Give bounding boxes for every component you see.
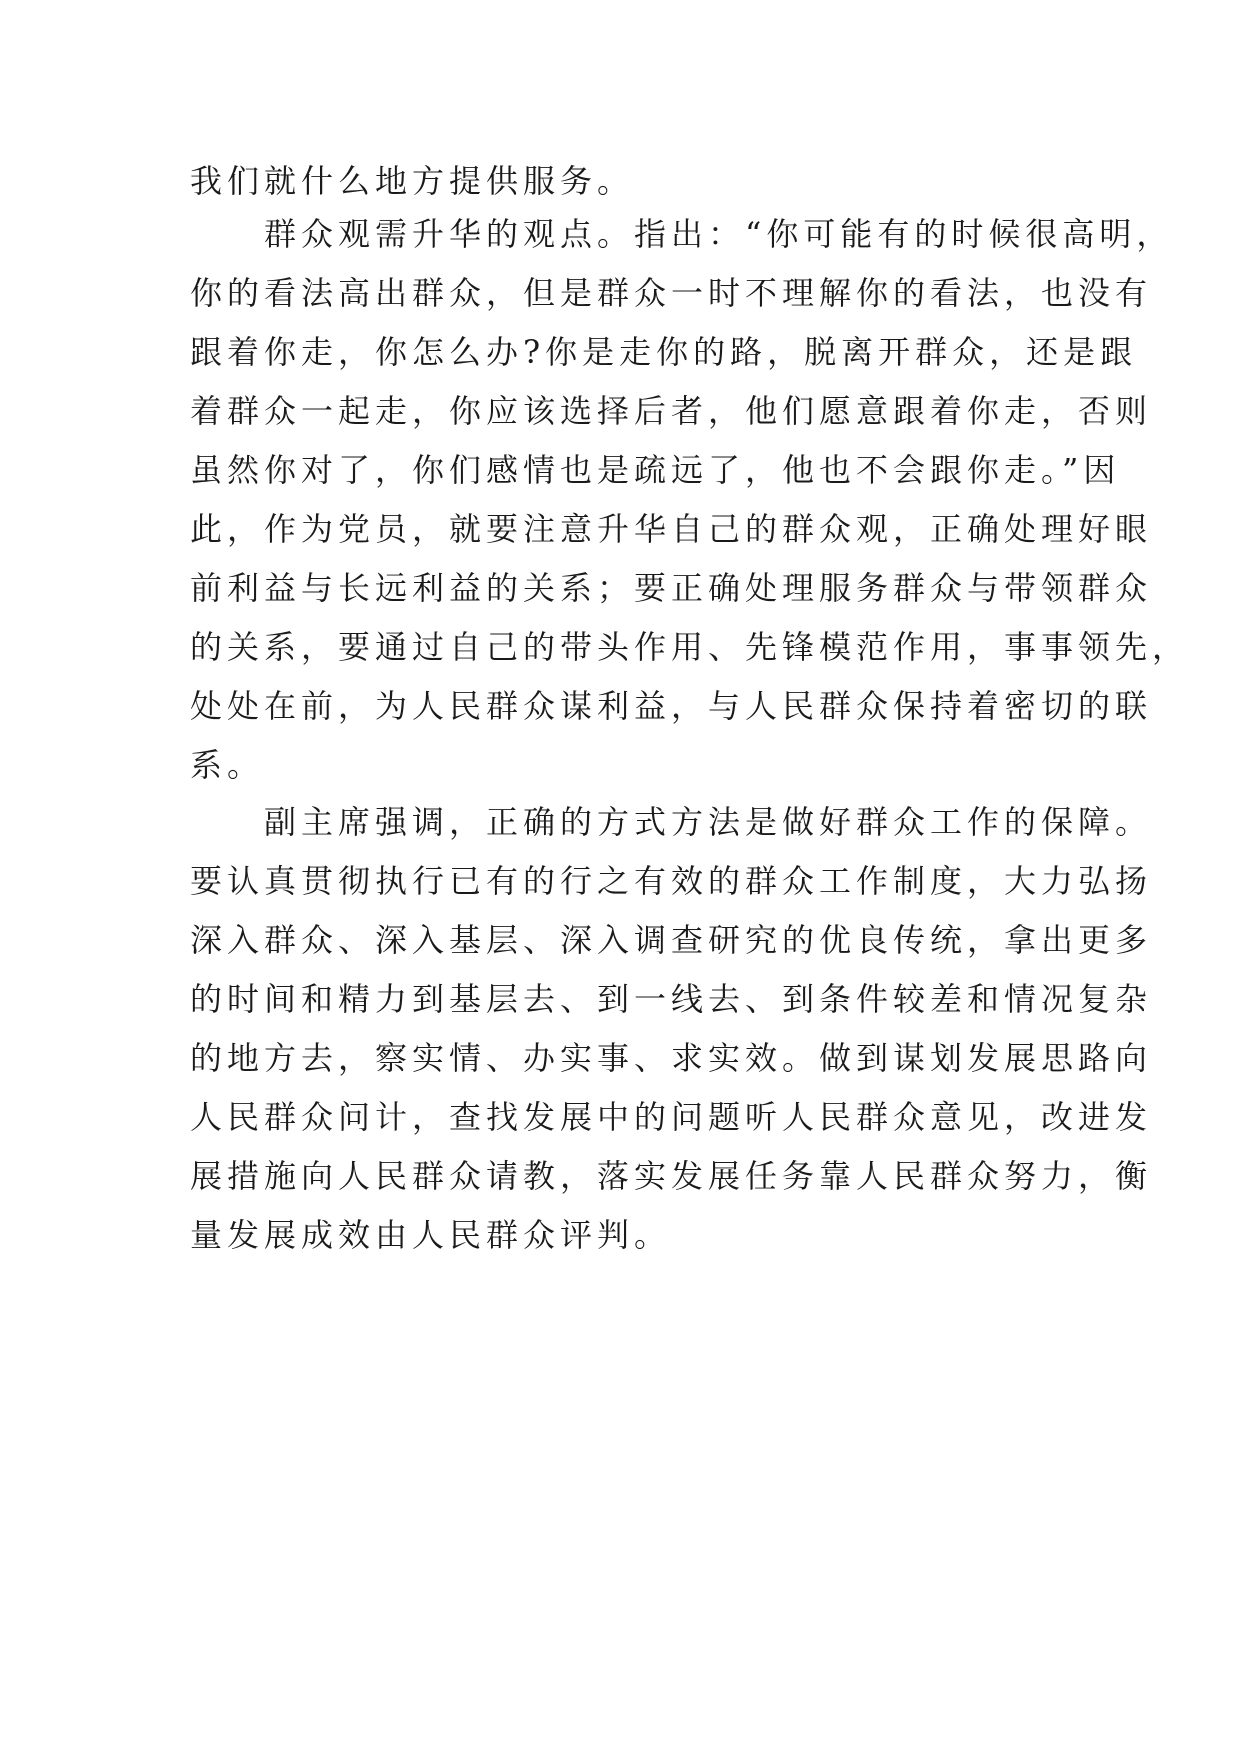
paragraph-line: 跟着你走，你怎么办?你是走你的路，脱离开群众，还是跟 (190, 333, 1138, 371)
paragraph-line: 群众观需升华的观点。指出：“你可能有的时候很高明， (264, 215, 1174, 253)
paragraph-line: 此，作为党员，就要注意升华自己的群众观，正确处理好眼 (190, 510, 1153, 548)
paragraph-line: 的关系，要通过自己的带头作用、先锋模范作用，事事领先， (190, 628, 1190, 666)
paragraph-line: 前利益与长远利益的关系；要正确处理服务群众与带领群众 (190, 569, 1153, 607)
paragraph-line: 深入群众、深入基层、深入调查研究的优良传统，拿出更多 (190, 921, 1153, 959)
paragraph-2 (190, 205, 1190, 795)
paragraph-line: 展措施向人民群众请教，落实发展任务靠人民群众努力，衡 (190, 1157, 1153, 1195)
paragraph-line: 我们就什么地方提供服务。 (190, 162, 635, 200)
paragraph-line: 的地方去，察实情、办实事、求实效。做到谋划发展思路向 (190, 1039, 1153, 1077)
paragraph-line: 副主席强调，正确的方式方法是做好群众工作的保障。 (264, 803, 1153, 841)
paragraph-line: 虽然你对了，你们感情也是疏远了，他也不会跟你走。”因 (190, 451, 1121, 489)
paragraph-line: 要认真贯彻执行已有的行之有效的群众工作制度，大力弘扬 (190, 862, 1153, 900)
paragraph-line: 量发展成效由人民群众评判。 (190, 1216, 672, 1254)
paragraph-line: 系。 (190, 746, 265, 784)
paragraph-line: 你的看法高出群众，但是群众一时不理解你的看法，也没有 (190, 274, 1153, 312)
paragraph-line: 的时间和精力到基层去、到一线去、到条件较差和情况复杂 (190, 980, 1153, 1018)
paragraph-1 (190, 152, 1050, 211)
paragraph-line: 着群众一起走，你应该选择后者，他们愿意跟着你走，否则 (190, 392, 1153, 430)
paragraph-line: 处处在前，为人民群众谋利益，与人民群众保持着密切的联 (190, 687, 1153, 725)
paragraph-line: 人民群众问计，查找发展中的问题听人民群众意见，改进发 (190, 1098, 1153, 1136)
paragraph-3 (190, 793, 1153, 1265)
